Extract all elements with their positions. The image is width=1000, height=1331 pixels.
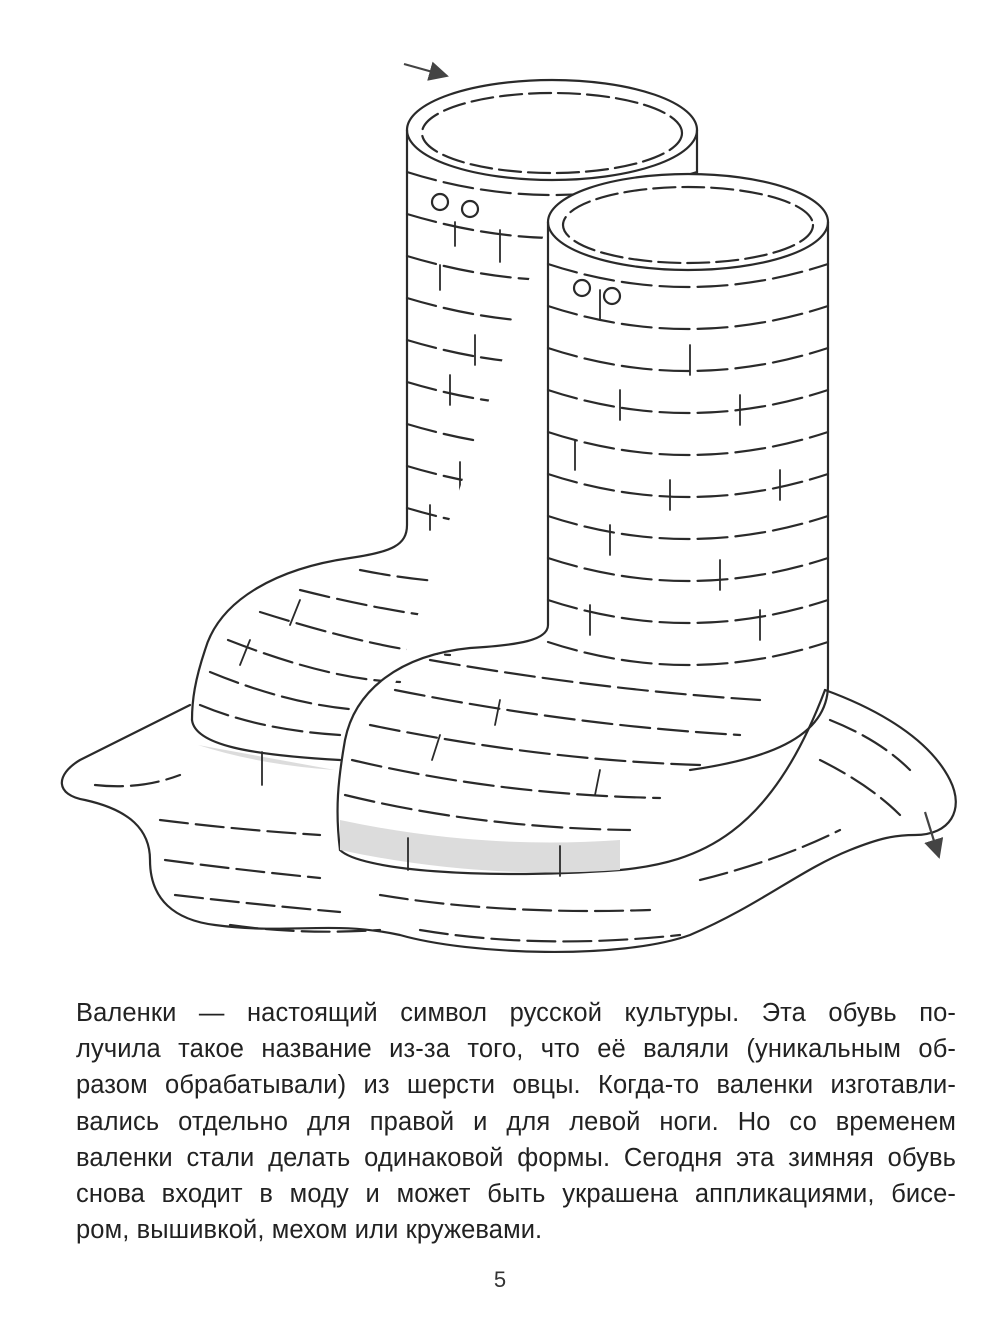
boot-button-icon — [462, 201, 478, 217]
description-paragraph — [76, 995, 956, 1248]
text-line: вались отдельно для правой и для левой ноги. Но со временем — [76, 1107, 956, 1136]
snow-maze-lines — [95, 720, 910, 941]
text-line: валенки стали делать одинаковой формы. Сегодня эта зимняя обувь — [76, 1143, 956, 1172]
text-line: ром, вышивкой, мехом или кружевами. — [76, 1216, 543, 1245]
text-line: Валенки — настоящий символ русской культуры. Эта обувь по- — [76, 999, 956, 1027]
boot-button-icon — [432, 194, 448, 210]
text-line: лучила такое название из-за того, что её валяли (уникальным об- — [76, 1035, 956, 1064]
boot-button-icon — [574, 280, 590, 296]
boot-button-icon — [604, 288, 620, 304]
page-number: 5 — [493, 1267, 507, 1292]
text-line: снова входит в моду и может быть украшена аппликациями, бисе- — [76, 1180, 956, 1209]
front-boot — [262, 174, 828, 876]
text-line: разом обрабатывали) из шерсти овцы. Когда-то валенки изготавли- — [76, 1071, 956, 1100]
arrow-right-down-icon — [404, 64, 447, 76]
